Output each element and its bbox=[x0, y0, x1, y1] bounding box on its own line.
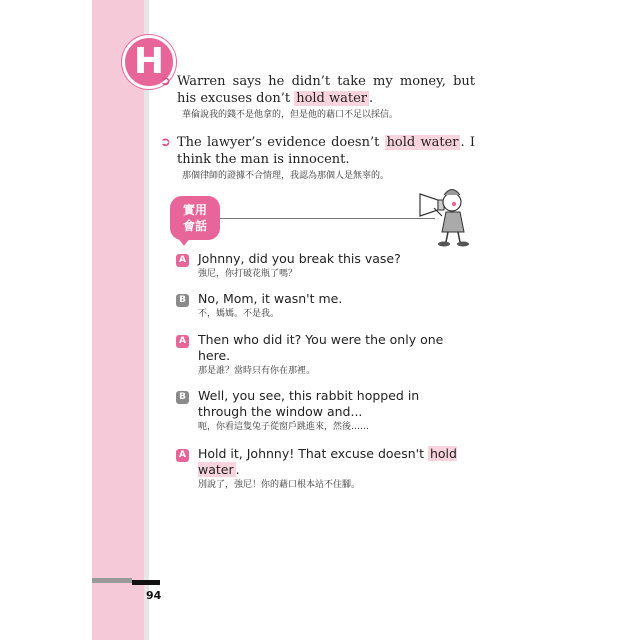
dialogue-chinese: 呃，你看這隻兔子從窗戶跳進來，然後…… bbox=[198, 422, 370, 432]
dialogue-english: Johnny, did you break this vase? bbox=[198, 251, 401, 266]
side-gray-strip bbox=[144, 0, 149, 640]
idiom-highlight: hold water bbox=[296, 91, 368, 106]
dialogue-chinese: 不，媽媽。不是我。 bbox=[198, 309, 280, 319]
idiom-highlight: hold water bbox=[386, 135, 459, 150]
speaker-badge: B bbox=[176, 391, 189, 404]
dialogue-title-bubble: 實用 會話 bbox=[170, 196, 220, 240]
footer-gray-bar bbox=[92, 578, 132, 583]
example-chinese: 華倫說我的錢不是他拿的，但是他的藉口不足以採信。 bbox=[182, 110, 399, 120]
dialogue-chinese: 強尼，你打破花瓶了嗎？ bbox=[198, 269, 298, 279]
dialogue-english: Hold it, Johnny! That excuse doesn't hold water . bbox=[198, 446, 457, 477]
speaker-badge: A bbox=[176, 335, 189, 348]
dialogue-chinese: 那是誰？當時只有你在那裡。 bbox=[198, 366, 316, 376]
dialogue-line-1 bbox=[176, 251, 466, 280]
clown-megaphone-illustration bbox=[418, 182, 478, 248]
dialogue-line-3 bbox=[176, 332, 466, 377]
arrow-icon: ➲ bbox=[160, 135, 171, 150]
example-sentence-1 bbox=[160, 73, 475, 121]
speaker-badge: A bbox=[176, 254, 189, 267]
dialogue-line-2 bbox=[176, 291, 466, 320]
page-number: 94 bbox=[146, 589, 162, 602]
speaker-badge: A bbox=[176, 449, 189, 462]
example-sentence-2 bbox=[160, 134, 475, 182]
speaker-badge: B bbox=[176, 294, 189, 307]
dialogue-divider bbox=[220, 218, 435, 219]
dialogue-english: No, Mom, it wasn't me. bbox=[198, 291, 343, 306]
example-english: Warren says he didn’t take my money, but his excuses don’t hold water . bbox=[177, 74, 475, 106]
example-chinese: 那個律師的證據不合情理，我認為那個人是無辜的。 bbox=[182, 171, 390, 181]
dialogue-line-5 bbox=[176, 446, 466, 491]
dialogue-english: Then who did it? You were the only one here. bbox=[198, 332, 444, 363]
dialogue-chinese: 別說了，強尼！你的藉口根本站不住腳。 bbox=[198, 480, 361, 490]
dialogue-line-4 bbox=[176, 388, 466, 433]
section-letter-badge: H bbox=[122, 35, 176, 89]
footer-black-bar bbox=[132, 580, 160, 585]
example-english: The lawyer’s evidence doesn’t hold water . I think the man is innocent. bbox=[177, 135, 475, 167]
idiom-highlight: hold water bbox=[198, 446, 457, 477]
side-color-band bbox=[92, 0, 144, 640]
arrow-icon: ➲ bbox=[160, 74, 171, 89]
dialogue-english: Well, you see, this rabbit hopped in through the window and... bbox=[198, 388, 420, 419]
